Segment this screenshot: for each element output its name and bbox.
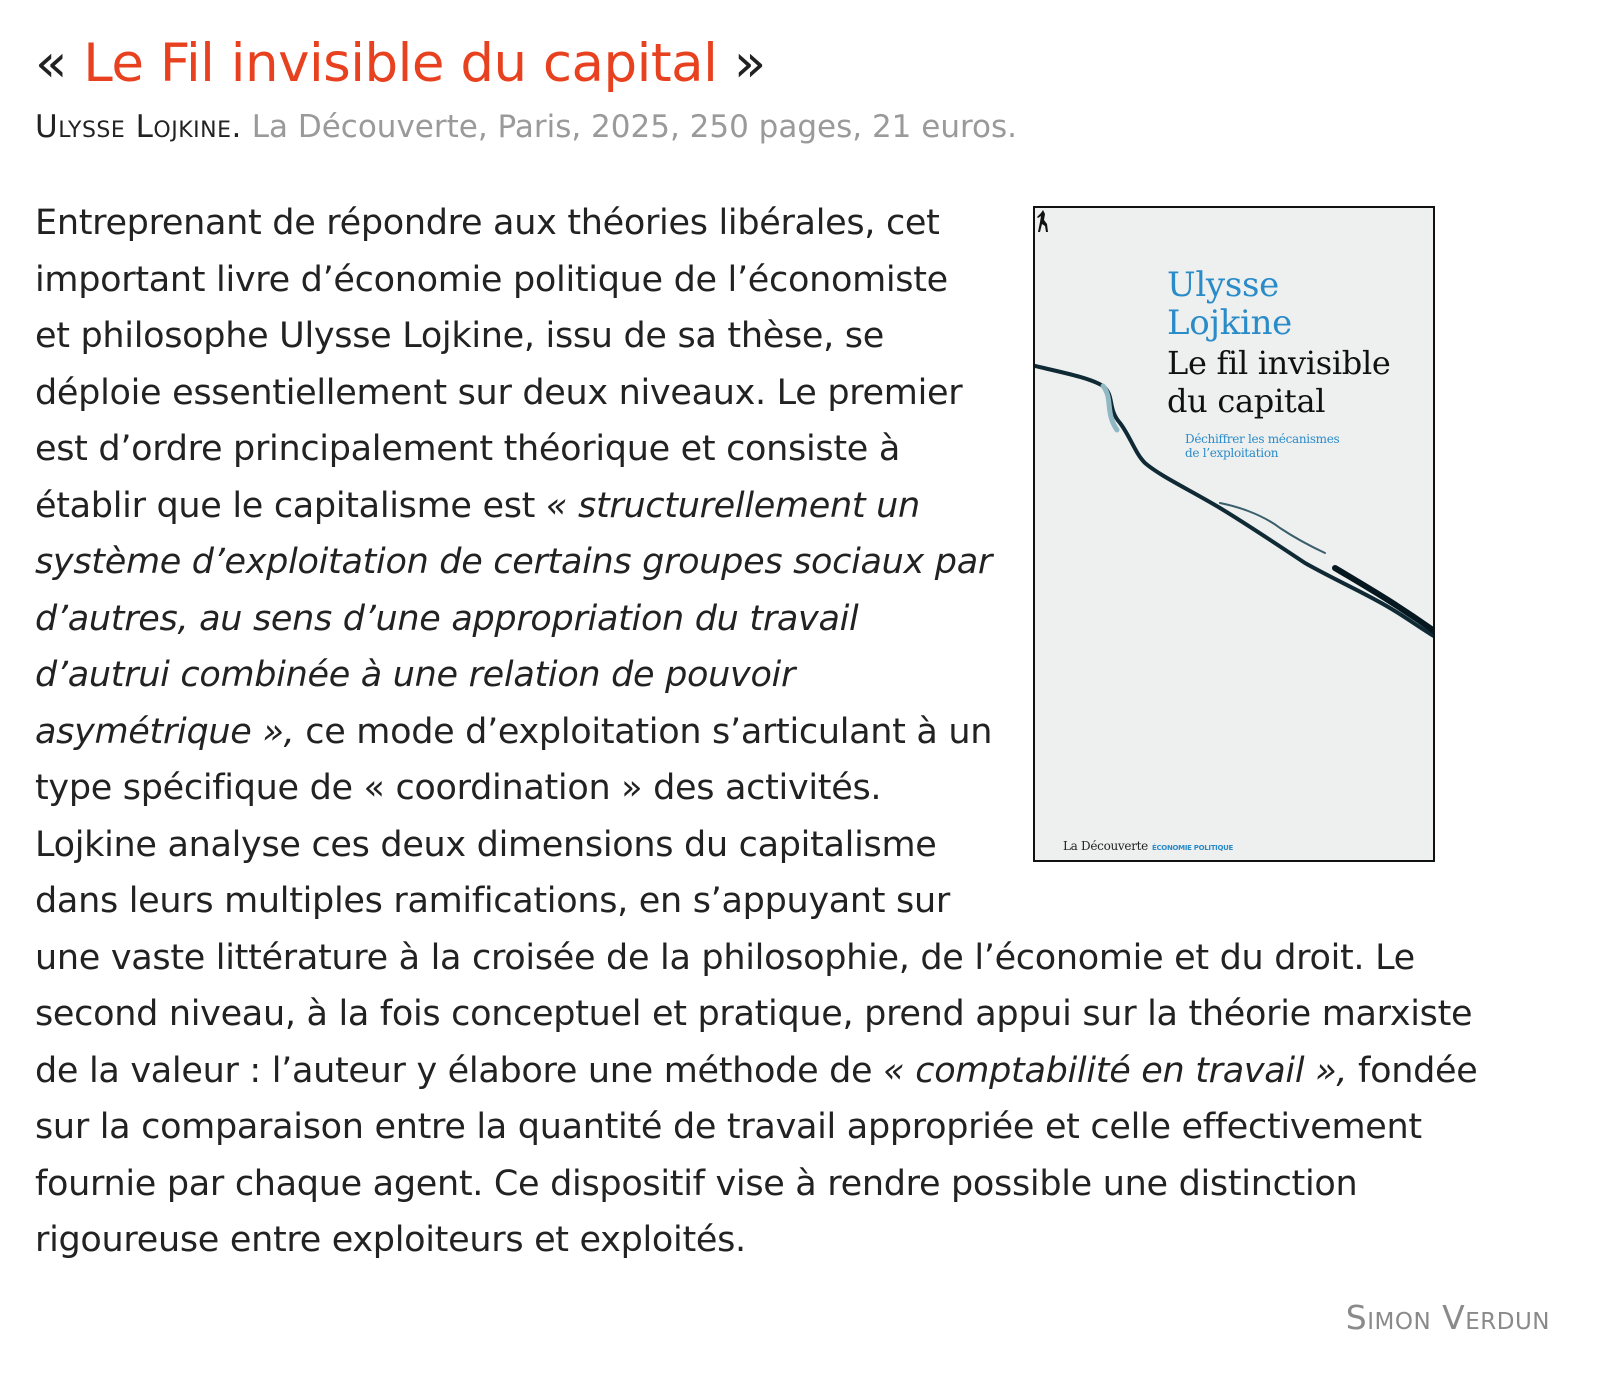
review-body	[35, 195, 1515, 1269]
quote-open: «	[35, 33, 84, 94]
book-title	[35, 28, 1565, 100]
book-title-text: Le Fil invisible du capital	[83, 33, 718, 94]
review-signature: Simon Verdun	[1345, 1298, 1550, 1337]
quote-close: »	[717, 33, 766, 94]
book-cover-image	[1033, 206, 1435, 862]
cover-collection: ÉCONOMIE POLITIQUE	[1151, 844, 1233, 852]
cover-author-line: Ulysse	[1167, 265, 1279, 305]
cover-subtitle-line: Déchiffrer les mécanismes	[1185, 432, 1340, 446]
cover-author-line: Lojkine	[1167, 303, 1292, 343]
review-text: fondée sur la comparaison entre la quantité de travail appropriée et celle effectivement fournie par chaque agent. Ce dispositif vise à rendre possible une distinction rigoureuse entre exploiteurs et exploités.	[35, 1050, 1478, 1260]
review-quote: « structurellement un système d’exploitation de certains groupes sociaux par d’autres, au sens d’une appropriation du travail d’autrui combinée à une relation de pouvoir asymétrique »,	[35, 485, 992, 752]
review-text: ce mode d’exploitation s’articulant à un type spécifique de « coordination » des activités. Lojkine analyse ces deux dimensions du capitalisme dans leurs multiples ramifications, en s’appuyant sur une vaste littérature à la croisée de la philosophie, de l’économie et du droit. Le second niveau, à la fois conceptuel et pratique, prend appui sur la théorie marxiste de la valeur : l’auteur y élabore une méthode de	[35, 711, 1473, 1091]
book-author: Ulysse Lojkine.	[35, 109, 242, 145]
review-quote: « comptabilité en travail »,	[883, 1050, 1348, 1091]
book-publication-info: La Découverte, Paris, 2025, 250 pages, 21 euros.	[251, 109, 1018, 145]
cover-publisher	[1063, 818, 1233, 862]
publisher-logo-icon	[1035, 208, 1051, 234]
book-meta	[35, 106, 1565, 148]
cover-title	[1167, 344, 1391, 420]
cover-title-line: Le fil invisible	[1167, 344, 1391, 382]
cover-author	[1167, 266, 1292, 342]
review-header	[35, 28, 1565, 148]
cover-title-line: du capital	[1167, 382, 1326, 420]
review-text: Entreprenant de répondre aux théories libérales, cet important livre d’économie politique de l’économiste et philosophe Ulysse Lojkine, issu de sa thèse, se déploie essentiellement sur deux niveaux. Le premier est d’ordre principalement théorique et consiste à établir que le capitalisme est	[35, 203, 963, 526]
cover-publisher-name: La Découverte	[1063, 839, 1148, 853]
cover-subtitle-line: de l’exploitation	[1185, 446, 1279, 460]
cover-subtitle	[1185, 432, 1339, 460]
